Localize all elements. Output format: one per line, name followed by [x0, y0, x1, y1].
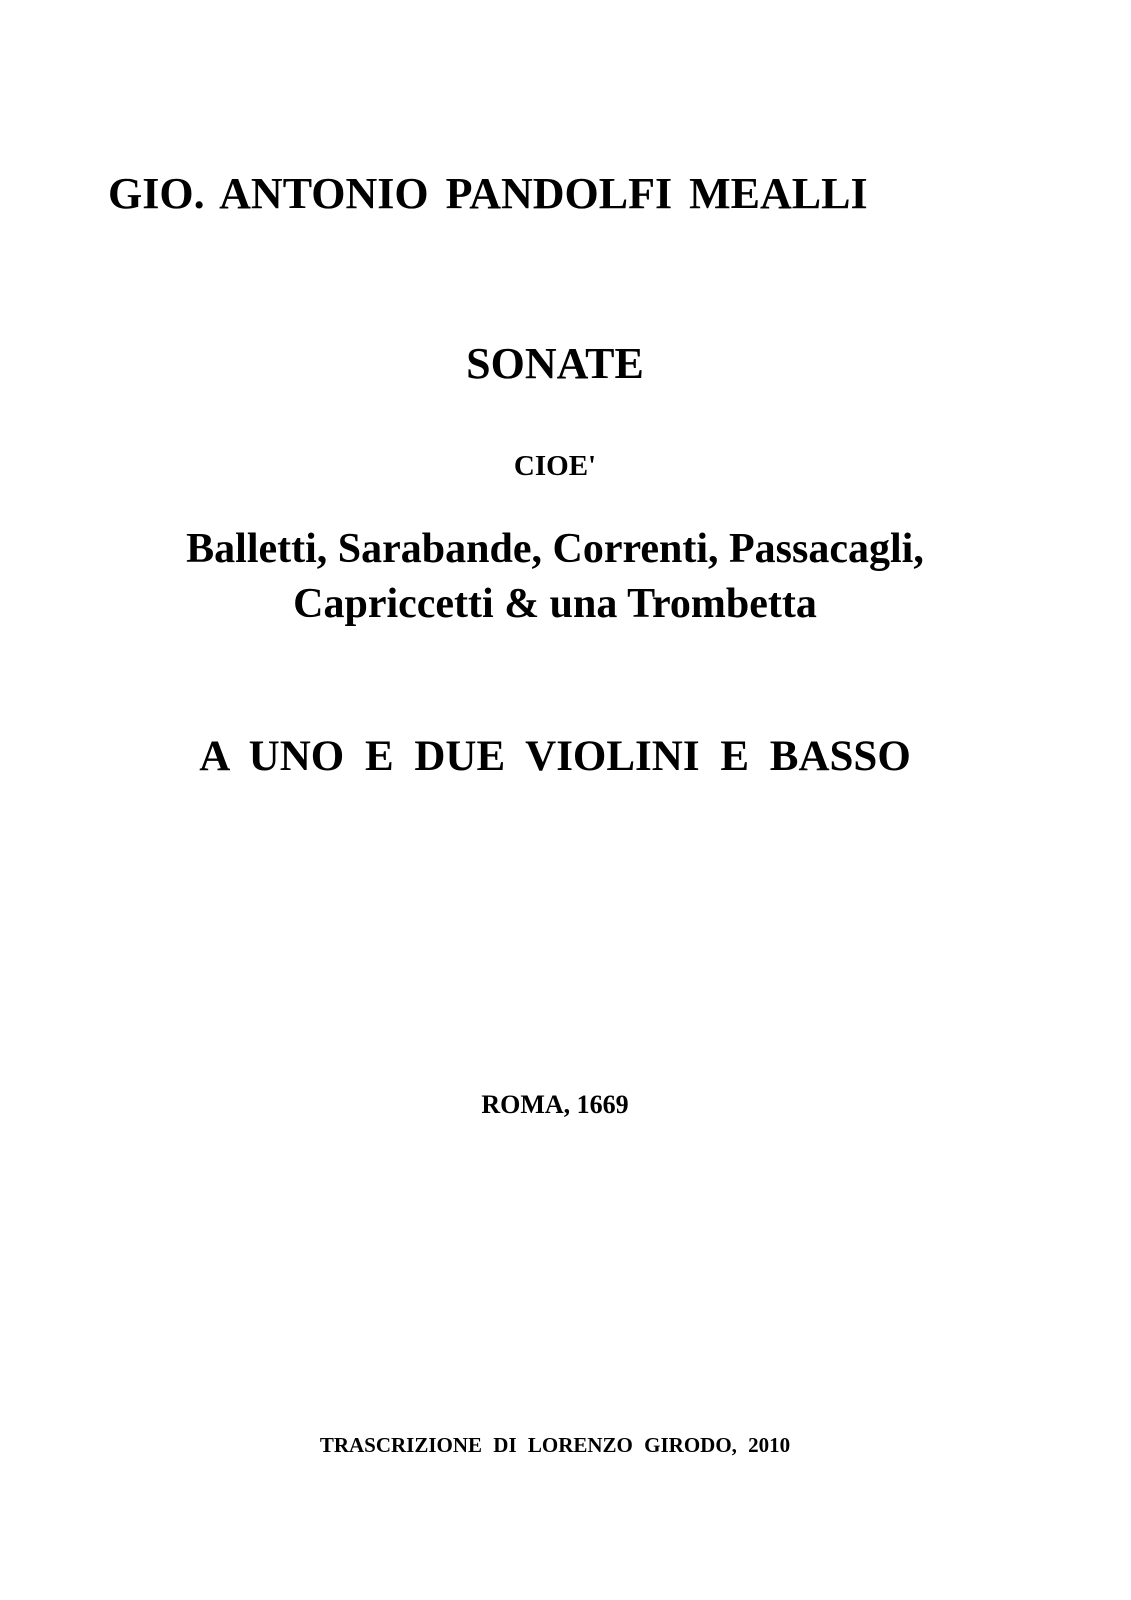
- subtitle-line-2: Capriccetti & una Trombetta: [293, 581, 817, 627]
- place-and-date: ROMA, 1669: [481, 1090, 629, 1119]
- instrumentation: A UNO E DUE VIOLINI E BASSO: [199, 733, 911, 780]
- subtitle-line-1: Balletti, Sarabande, Correnti, Passacagli,: [186, 526, 924, 572]
- work-title: SONATE: [466, 339, 644, 388]
- title-connector: CIOE': [513, 450, 597, 482]
- composer-name: GIO. ANTONIO PANDOLFI MEALLI: [108, 169, 868, 218]
- transcription-credit: TRASCRIZIONE DI LORENZO GIRODO, 2010: [319, 1433, 791, 1457]
